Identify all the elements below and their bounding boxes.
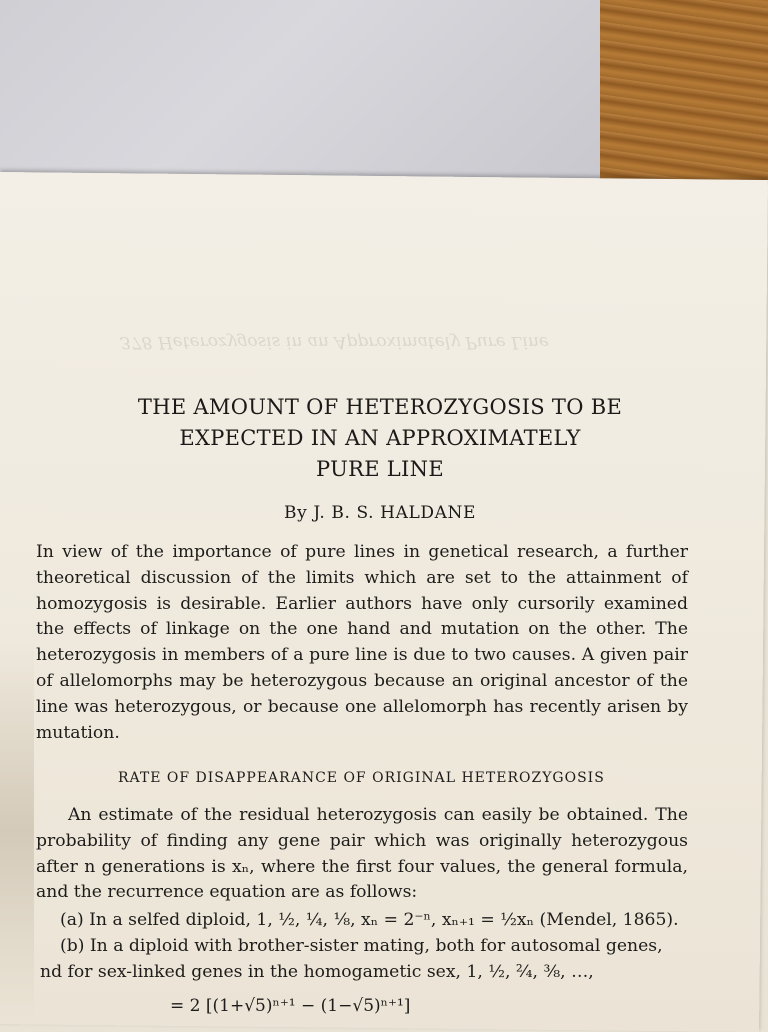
list-item-a: (a) In a selfed diploid, 1, ½, ¼, ⅛, xₙ = 2⁻ⁿ, xₙ₊₁ = ½xₙ (Mendel, 1865). <box>60 910 679 930</box>
background-paper <box>0 0 640 190</box>
wooden-table <box>600 0 768 185</box>
bleed-through-text: 378 Heterozygosis in an Approximately Pure Line <box>120 332 549 352</box>
title-line: PURE LINE <box>316 457 444 481</box>
paragraph-estimate: An estimate of the residual heterozygosis can easily be obtained. The probability of finding any gene pair which was originally heterozygous after n generations is xₙ, where the first four values, the general formula, and the recurrence equation are as follows: <box>36 805 688 903</box>
title-line: THE AMOUNT OF HETEROZYGOSIS TO BE <box>137 395 623 419</box>
formula: = 2 [(1+√5)ⁿ⁺¹ − (1−√5)ⁿ⁺¹] <box>170 996 411 1016</box>
article-title <box>80 392 680 485</box>
paragraph-intro: In view of the importance of pure lines in genetical research, a further theoretical discussion of the limits which are set to the attainment of homozygosis is desirable. Earlier authors have only cursorily examined the effects of linkage on the one hand and mutation on the other. The heterozygosis in members of a pure line is due to two causes. A given pair of allelomorphs may be heterozygous because an original ancestor of the line was heterozygous, or because one allelomorph has recently arisen by mutation. <box>36 542 688 743</box>
title-line: EXPECTED IN AN APPROXIMATELY <box>179 426 581 450</box>
list-item-b: (b) In a diploid with brother-sister mating, both for autosomal genes, <box>60 936 663 956</box>
section-heading: RATE OF DISAPPEARANCE OF ORIGINAL HETEROZYGOSIS <box>118 770 605 786</box>
author-byline: By J. B. S. HALDANE <box>284 503 476 523</box>
list-item-b-continued: nd for sex-linked genes in the homogametic sex, 1, ½, ²⁄₄, ⅜, …, <box>40 962 594 982</box>
margin-annotation <box>0 640 34 1020</box>
